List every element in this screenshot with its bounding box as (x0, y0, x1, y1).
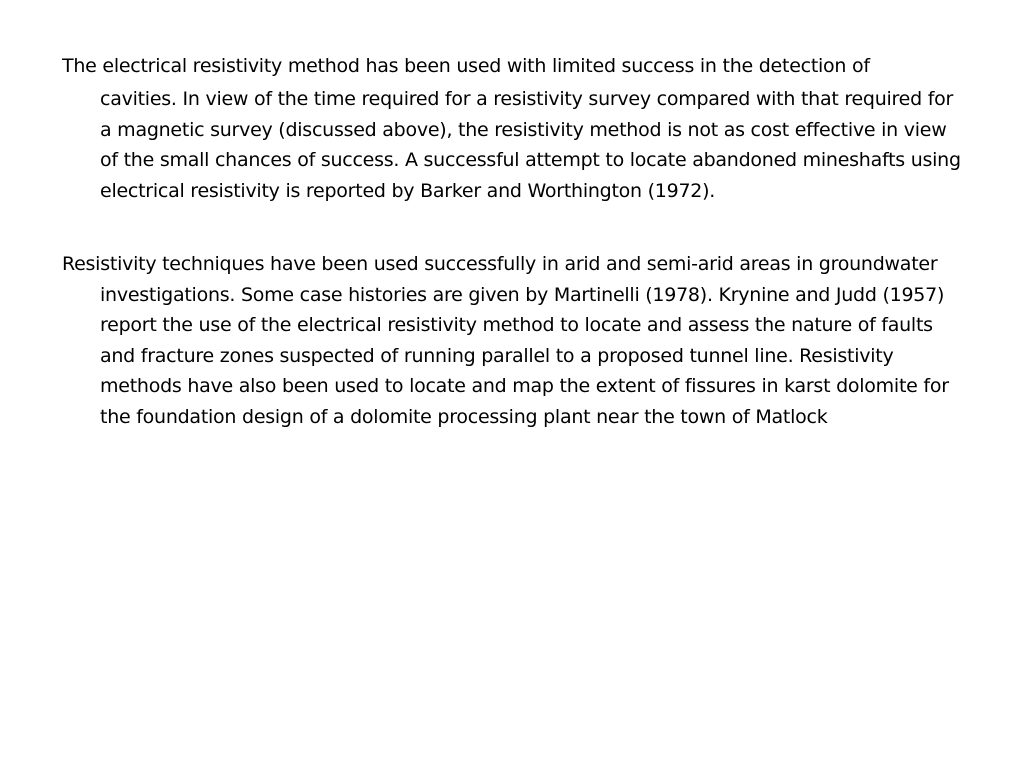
paragraph-1-first-line: The electrical resistivity method has been used with limited success in the detection of (62, 55, 870, 77)
paragraph-1-continuation: cavities. In view of the time required for a resistivity survey compared with that required for a magnetic survey (discussed above), the resistivity method is not as cost effective in view of the small chances of success. A successful attempt to locate abandoned mineshafts using electrical resistivity is reported by Barker and Worthington (1972). (100, 88, 961, 202)
paragraph-2: Resistivity techniques have been used successfully in arid and semi-arid areas in groundwater investigations. Some case histories are given by Martinelli (1978). Krynine and Judd (1957) report the use of the electrical resistivity method to locate and assess the nature of faults and fracture zones suspected of running parallel to a proposed tunnel line. Resistivity methods have also been used to locate and map the extent of fissures in karst dolomite for the foundation design of a dolomite processing plant near the town of Matlock (62, 253, 949, 428)
text-body (62, 48, 967, 432)
paragraph-1 (62, 48, 967, 206)
